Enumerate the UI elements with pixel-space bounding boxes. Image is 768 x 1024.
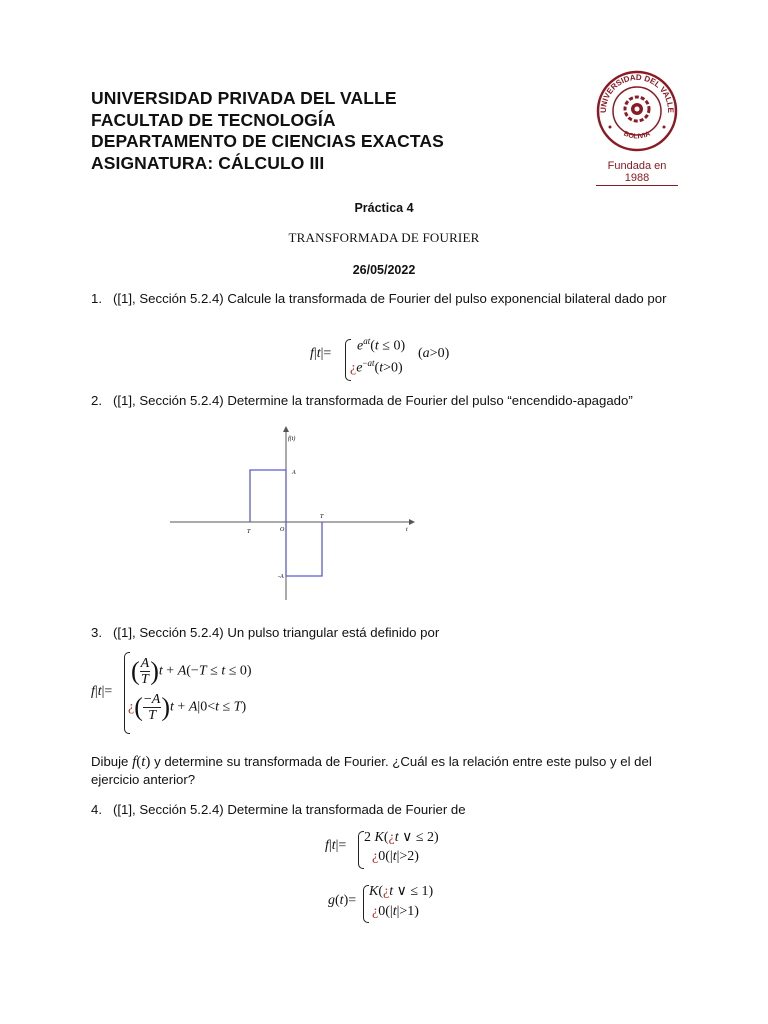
practice-title: TRANSFORMADA DE FOURIER <box>288 230 480 245</box>
graph-label-neg-t: T <box>247 529 251 535</box>
svg-text:BOLIVIA <box>622 130 651 140</box>
university-logo <box>596 69 678 158</box>
instruction-text-start: Dibuje <box>91 754 133 769</box>
graph-label-origin: O <box>280 527 285 533</box>
exercise-3 <box>91 624 681 641</box>
exercise-number: 2. <box>91 393 102 408</box>
university-name: UNIVERSIDAD PRIVADA DEL VALLE <box>91 88 397 108</box>
exercise-3-instruction: Dibuje f(t) y determine su transformada de Fourier. ¿Cuál es la relación entre este pulso y el del ejercicio anterior? <box>91 754 652 787</box>
graph-xlabel: t <box>406 527 408 533</box>
graph-label-t: T <box>320 514 324 520</box>
graph-label-neg-a: -A <box>278 574 284 580</box>
logo-caption: Fundada en 1988 <box>596 160 678 186</box>
faculty-name: FACULTAD DE TECNOLOGÍA <box>91 109 336 130</box>
instruction-text-end: y determine su transformada de Fourier. ¿Cuál es la relación entre este pulso y el del ejercicio anterior? <box>91 754 652 787</box>
exercise-text: ([1], Sección 5.2.4) Determine la transformada de Fourier de <box>113 802 466 817</box>
logo-ring-top: UNIVERSIDAD DEL VALLE <box>598 72 676 114</box>
graph-ylabel: f(t) <box>288 436 296 442</box>
exercise-number: 1. <box>91 291 102 306</box>
graph-label-a: A <box>292 470 296 476</box>
practice-date: 26/05/2022 <box>352 263 416 277</box>
exercise-number: 4. <box>91 802 102 817</box>
practice-number: Práctica 4 <box>354 201 414 215</box>
exercise-text: ([1], Sección 5.2.4) Un pulso triangular está definido por <box>113 625 440 640</box>
exercise-number: 3. <box>91 625 102 640</box>
exercise-text: ([1], Sección 5.2.4) Calcule la transformada de Fourier del pulso exponencial bilateral dado por <box>113 291 667 306</box>
exercise-text: ([1], Sección 5.2.4) Determine la transformada de Fourier del pulso “encendido-apagado” <box>113 393 633 408</box>
header-block <box>91 88 444 174</box>
logo-ring-bottom: BOLIVIA <box>622 130 652 141</box>
exercise-2 <box>91 392 681 409</box>
course-name: ASIGNATURA: CÁLCULO III <box>91 152 325 173</box>
exercise-1 <box>91 290 681 307</box>
department-name: DEPARTAMENTO DE CIENCIAS EXACTAS <box>91 131 444 151</box>
on-off-pulse-graph <box>165 420 429 610</box>
exercise-4 <box>91 801 681 818</box>
